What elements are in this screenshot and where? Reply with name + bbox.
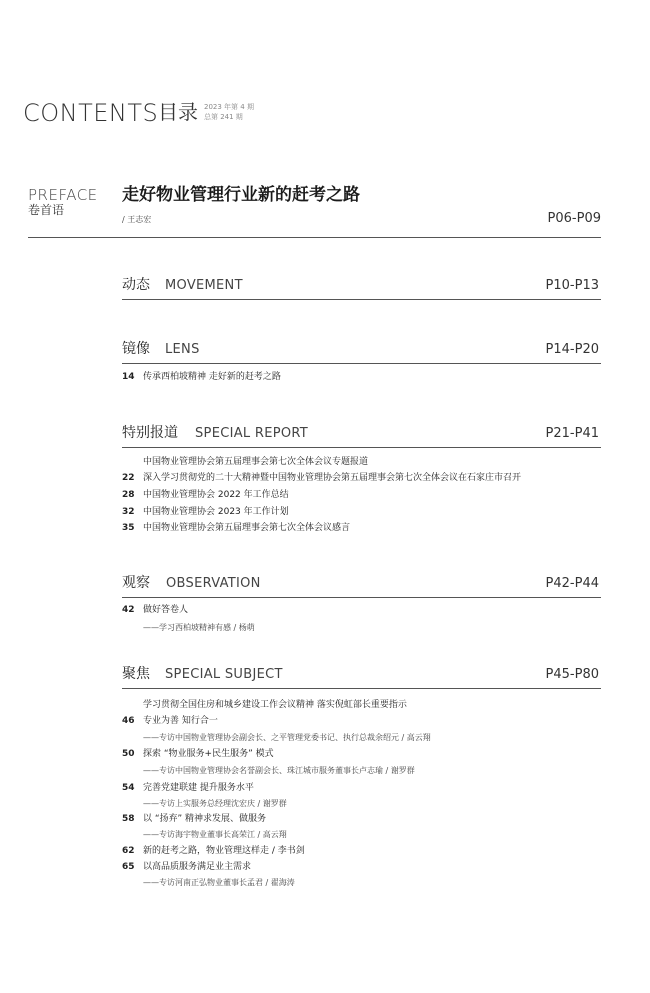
entry-page-number: 14 [122, 372, 135, 382]
entry-page-number: 54 [122, 783, 135, 793]
issue-number: 2023 年第 4 期 [204, 103, 254, 111]
section-divider [122, 597, 601, 598]
entry-page-number: 58 [122, 814, 135, 824]
preface-divider [28, 237, 601, 238]
entry-page-number: 42 [122, 605, 135, 615]
entry-title: 新的赶考之路，物业管理这样走 / 李书剑 [143, 846, 305, 856]
toc-entry[interactable] [122, 748, 274, 760]
section-divider [122, 688, 601, 689]
section-special-subject [122, 665, 601, 887]
toc-entry[interactable] [122, 489, 289, 501]
preface-author: / 王志宏 [122, 215, 152, 224]
section-pages: P45-P80 [545, 667, 599, 682]
entry-subtitle: ——专访中国物业管理协会副会长、之平管理党委书记、执行总裁余绍元 / 高云翔 [143, 733, 431, 742]
toc-entry[interactable] [122, 715, 218, 727]
section-intro: 中国物业管理协会第五届理事会第七次全体会议专题报道 [143, 457, 369, 467]
entry-title: 完善党建联建 提升服务水平 [143, 783, 254, 793]
entry-title: 以 “扬弃” 精神求发展、做服务 [143, 814, 267, 824]
section-pages: P21-P41 [545, 426, 599, 441]
section-title-en: SPECIAL SUBJECT [165, 667, 283, 682]
entry-title: 探索 “物业服务+民生服务” 模式 [143, 749, 274, 759]
toc-entry[interactable] [122, 522, 350, 534]
entry-title: 以高品质服务满足业主需求 [143, 862, 252, 872]
section-title-cn: 镜像 [122, 341, 150, 357]
entry-page-number: 22 [122, 473, 135, 483]
entry-page-number: 65 [122, 862, 135, 872]
section-special-report [122, 424, 601, 533]
section-movement [122, 276, 601, 294]
toc-entry[interactable] [122, 845, 305, 857]
section-header[interactable] [122, 340, 601, 358]
toc-entry[interactable] [122, 604, 188, 616]
toc-entry[interactable] [122, 371, 281, 383]
entry-title: 中国物业管理协会第五届理事会第七次全体会议感言 [143, 523, 351, 533]
section-pages: P10-P13 [545, 278, 599, 293]
section-title-en: MOVEMENT [165, 278, 243, 293]
entry-subtitle: ——专访上实服务总经理沈宏庆 / 谢罗群 [143, 799, 287, 808]
preface-title[interactable]: 走好物业管理行业新的赶考之路 [122, 185, 360, 205]
section-divider [122, 363, 601, 364]
preface-label-en: PREFACE [28, 186, 98, 204]
entry-page-number: 62 [122, 846, 135, 856]
toc-entry[interactable] [122, 782, 254, 794]
section-title-cn: 聚焦 [122, 666, 150, 682]
preface-pages: P06-P09 [547, 211, 601, 226]
toc-entry[interactable] [122, 813, 266, 825]
entry-title: 中国物业管理协会 2022 年工作总结 [143, 490, 289, 500]
section-intro: 学习贯彻全国住房和城乡建设工作会议精神 落实倪虹部长重要指示 [143, 700, 407, 710]
section-header[interactable] [122, 424, 601, 442]
section-observation [122, 574, 601, 632]
entry-page-number: 50 [122, 749, 135, 759]
entry-page-number: 28 [122, 490, 135, 500]
section-title-cn: 动态 [122, 277, 150, 293]
section-lens [122, 340, 601, 382]
entry-title: 传承西柏坡精神 走好新的赶考之路 [143, 372, 281, 382]
section-header[interactable] [122, 276, 601, 294]
section-pages: P14-P20 [545, 342, 599, 357]
entry-title: 中国物业管理协会 2023 年工作计划 [143, 507, 289, 517]
entry-subtitle: ——专访河南正弘物业董事长孟君 / 翟海涛 [143, 878, 295, 887]
entry-page-number: 32 [122, 507, 135, 517]
contents-title-cn: 目录 [158, 100, 198, 124]
section-title-en: LENS [165, 342, 200, 357]
section-pages: P42-P44 [545, 576, 599, 591]
preface-label-cn: 卷首语 [28, 203, 65, 217]
section-header[interactable] [122, 665, 601, 683]
section-title-en: SPECIAL REPORT [195, 426, 309, 441]
total-issue-number: 总第 241 期 [204, 113, 243, 121]
entry-subtitle: ——专访海宇物业董事长高荣江 / 高云翔 [143, 830, 287, 839]
entry-title: 深入学习贯彻党的二十大精神暨中国物业管理协会第五届理事会第七次全体会议在石家庄市召开 [143, 473, 522, 483]
contents-title-en: CONTENTS [23, 99, 159, 127]
section-title-cn: 观察 [122, 575, 150, 591]
entry-subtitle: ——专访中国物业管理协会名誉副会长、珠江城市服务董事长卢志瑜 / 谢罗群 [143, 766, 415, 775]
entry-title: 做好答卷人 [143, 605, 189, 615]
entry-page-number: 35 [122, 523, 135, 533]
entry-page-number: 46 [122, 716, 135, 726]
entry-title: 专业为善 知行合一 [143, 716, 218, 726]
entry-subtitle: ——学习西柏坡精神有感 / 杨萌 [143, 623, 255, 632]
toc-entry[interactable] [122, 506, 289, 518]
section-divider [122, 299, 601, 300]
toc-entry[interactable] [122, 472, 521, 484]
section-divider [122, 447, 601, 448]
section-header[interactable] [122, 574, 601, 592]
section-title-en: OBSERVATION [166, 576, 261, 591]
section-title-cn: 特别报道 [122, 425, 178, 441]
toc-entry[interactable] [122, 861, 251, 873]
